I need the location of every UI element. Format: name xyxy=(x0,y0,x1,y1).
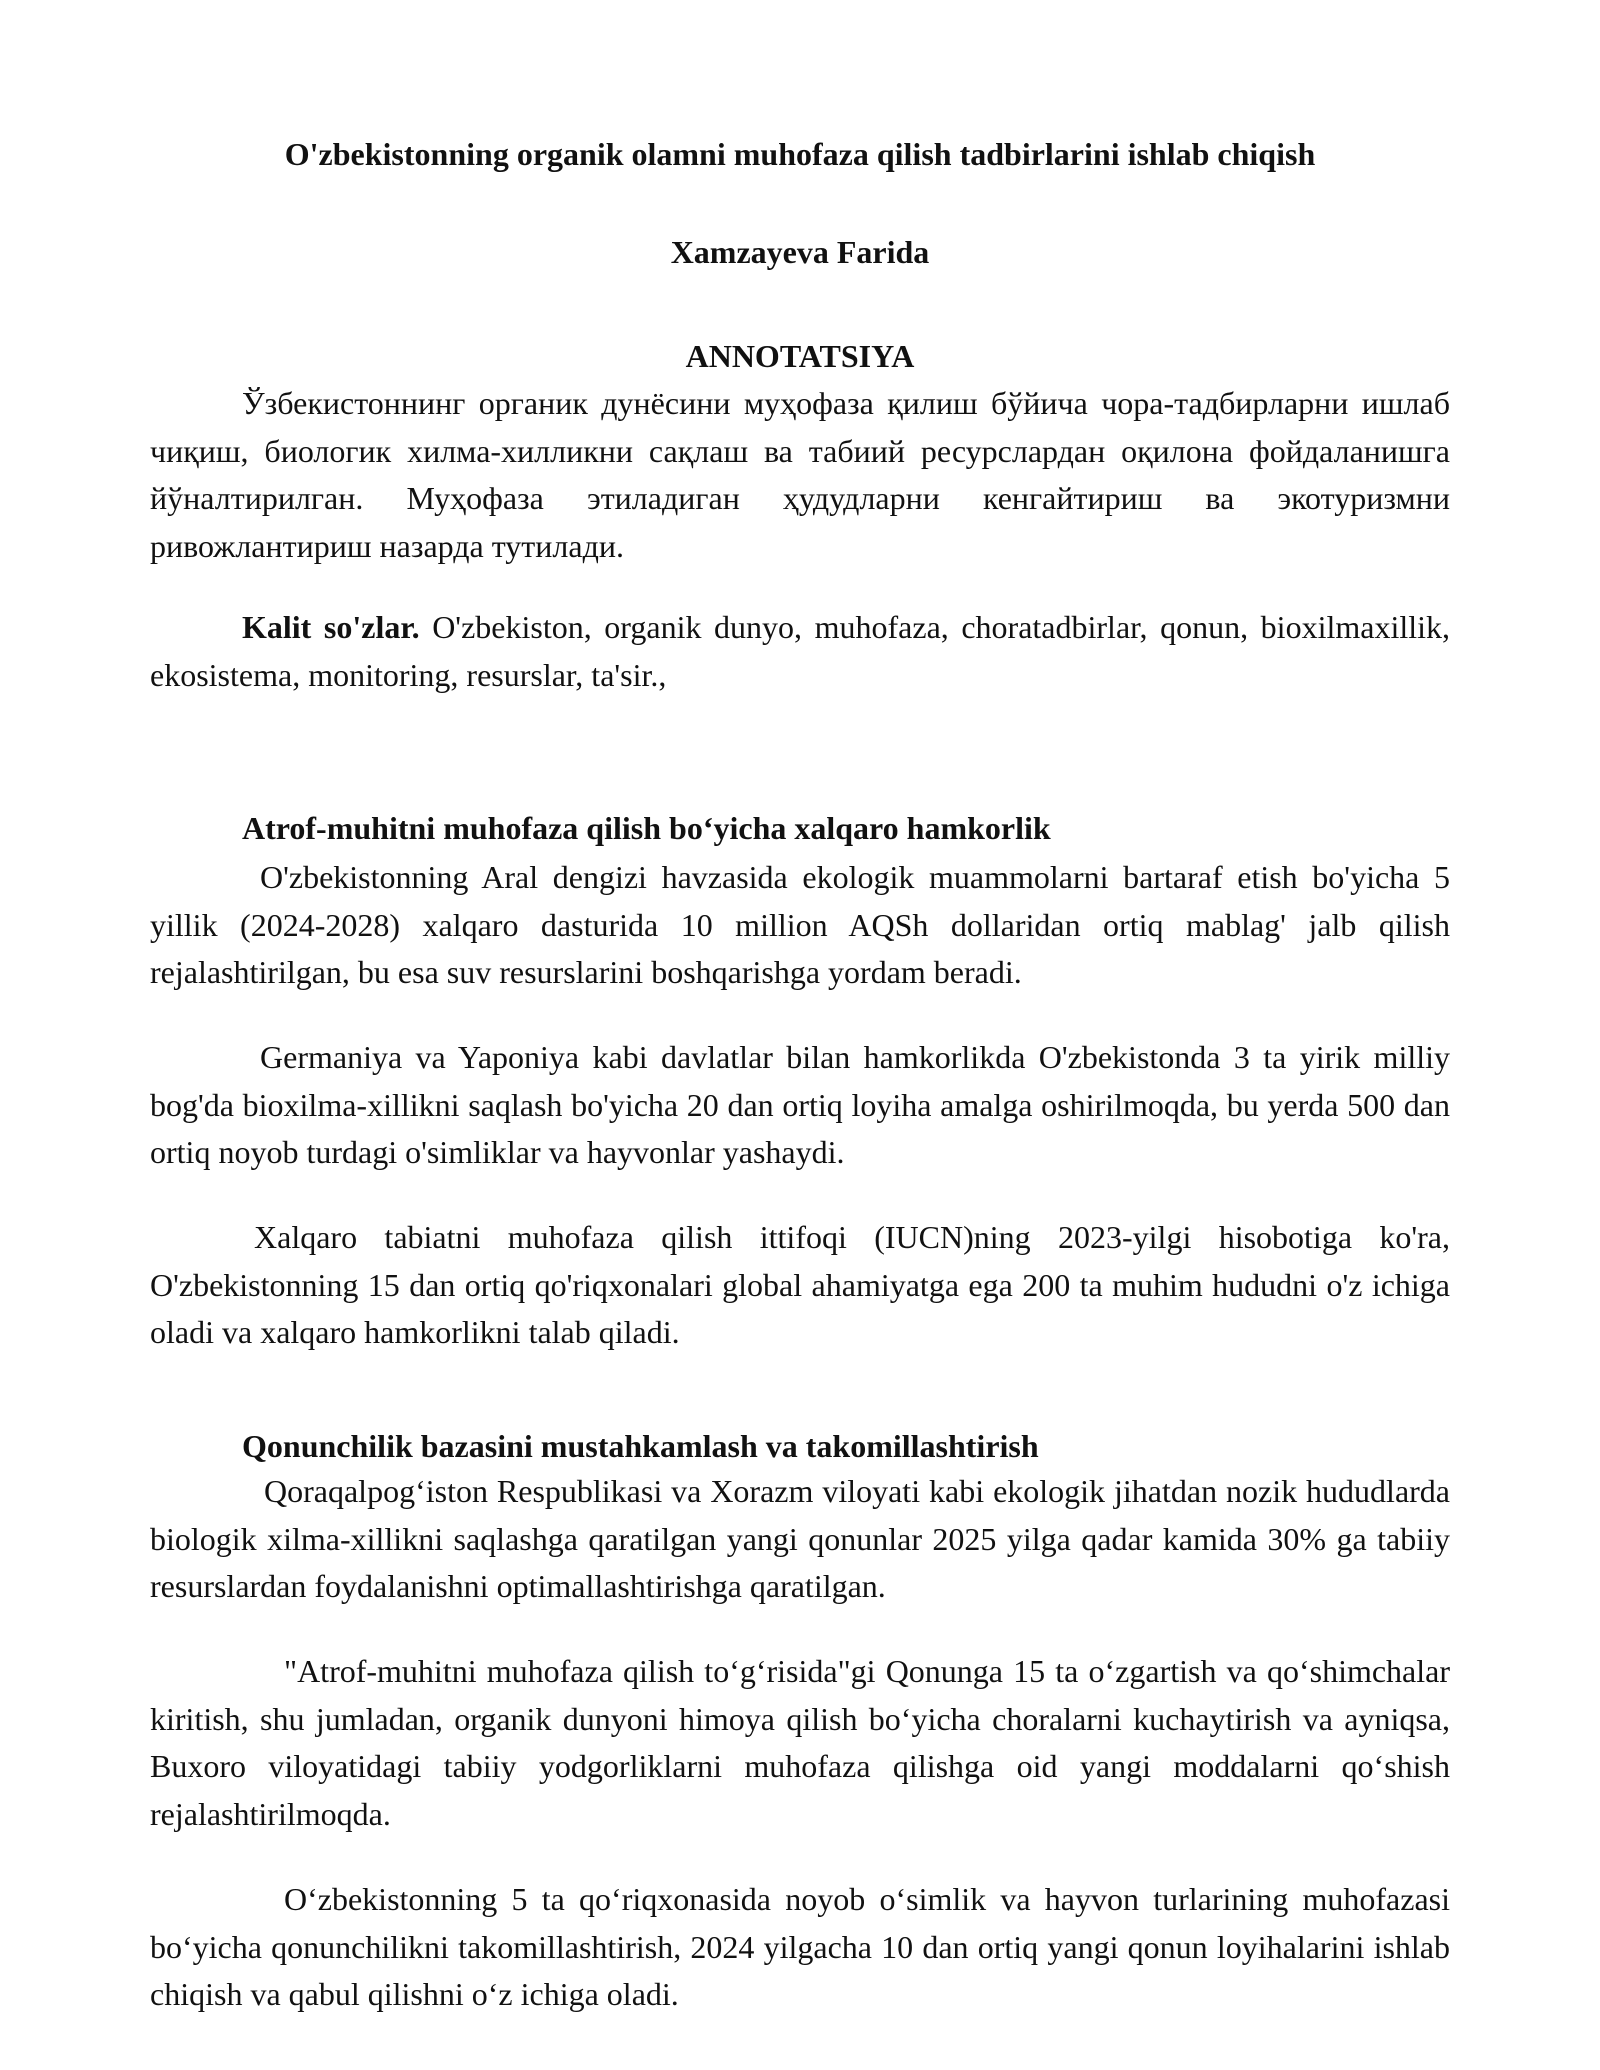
section1-paragraph: O'zbekistonning Aral dengizi havzasida ekologik muammolarni bartaraf etish bo'yicha 5 yillik (2024-2028) xalqaro dasturida 10 million AQSh dollaridan ortiq mablag' jalb qilish rejalashtirilgan, bu esa suv resurslarini boshqarishga yordam beradi. xyxy=(150,859,1450,990)
document-title: O'zbekistonning organik olamni muhofaza qilish tadbirlarini ishlab chiqish xyxy=(284,136,1316,172)
section2-paragraph: O‘zbekistonning 5 ta qo‘riqxonasida noyob o‘simlik va hayvon turlarining muhofazasi bo‘yicha qonunchilikni takomillashtirish, 2024 yilgacha 10 dan ortiq yangi qonun loyihalarini ishlab chiqish va qabul qilishni o‘z ichiga oladi. xyxy=(150,1881,1450,2012)
section-heading-legislation: Qonunchilik bazasini mustahkamlash va takomillashtirish xyxy=(242,1428,1039,1464)
keywords-text: O'zbekiston, organik dunyo, muhofaza, choratadbirlar, qonun, bioxilmaxillik, ekosistema, monitoring, resurslar, ta'sir., xyxy=(150,609,1450,693)
section2-paragraph: "Atrof-muhitni muhofaza qilish to‘g‘risida"gi Qonunga 15 ta o‘zgartish va qo‘shimchalar kiritish, shu jumladan, organik dunyoni himoya qilish bo‘yicha choralarni kuchaytirish va ayniqsa, Buxoro viloyatidagi tabiiy yodgorliklarni muhofaza qilishga oid yangi moddalarni qo‘shish rejalashtirilmoqda. xyxy=(150,1653,1450,1832)
section1-paragraph: Germaniya va Yaponiya kabi davlatlar bilan hamkorlikda O'zbekistonda 3 ta yirik milliy bog'da bioxilma-xillikni saqlash bo'yicha 20 dan ortiq loyiha amalga oshirilmoqda, bu yerda 500 dan ortiq noyob turdagi o'simliklar va hayvonlar yashaydi. xyxy=(150,1039,1450,1170)
section1-paragraph: Xalqaro tabiatni muhofaza qilish ittifoqi (IUCN)ning 2023-yilgi hisobotiga ko'ra, O'zbekistonning 15 dan ortiq qo'riqxonalari global ahamiyatga ega 200 ta muhim hududni o'z ichiga oladi va xalqaro hamkorlikni talab qiladi. xyxy=(150,1219,1450,1350)
section-heading-international-cooperation: Atrof-muhitni muhofaza qilish bo‘yicha xalqaro hamkorlik xyxy=(242,810,1051,846)
author-name: Xamzayeva Farida xyxy=(670,234,930,270)
abstract-paragraph: Ўзбекистоннинг органик дунёсини муҳофаза қилиш бўйича чора-тадбирларни ишлаб чиқиш, биологик хилма-хилликни сақлаш ва табиий ресурслардан оқилона фойдаланишга йўналтирилган. Муҳофаза этиладиган ҳудудларни кенгайтириш ва экотуризмни ривожлантириш назарда тутилади. xyxy=(150,385,1450,564)
keywords-label: Kalit so'zlar. xyxy=(242,609,420,645)
keywords-paragraph xyxy=(150,604,1450,699)
abstract-heading: ANNOTATSIYA xyxy=(685,338,915,374)
section2-paragraph: Qoraqalpog‘iston Respublikasi va Xorazm viloyati kabi ekologik jihatdan nozik hududlarda biologik xilma-xillikni saqlashga qaratilgan yangi qonunlar 2025 yilga qadar kamida 30% ga tabiiy resurslardan foydalanishni optimallashtirishga qaratilgan. xyxy=(150,1473,1450,1604)
